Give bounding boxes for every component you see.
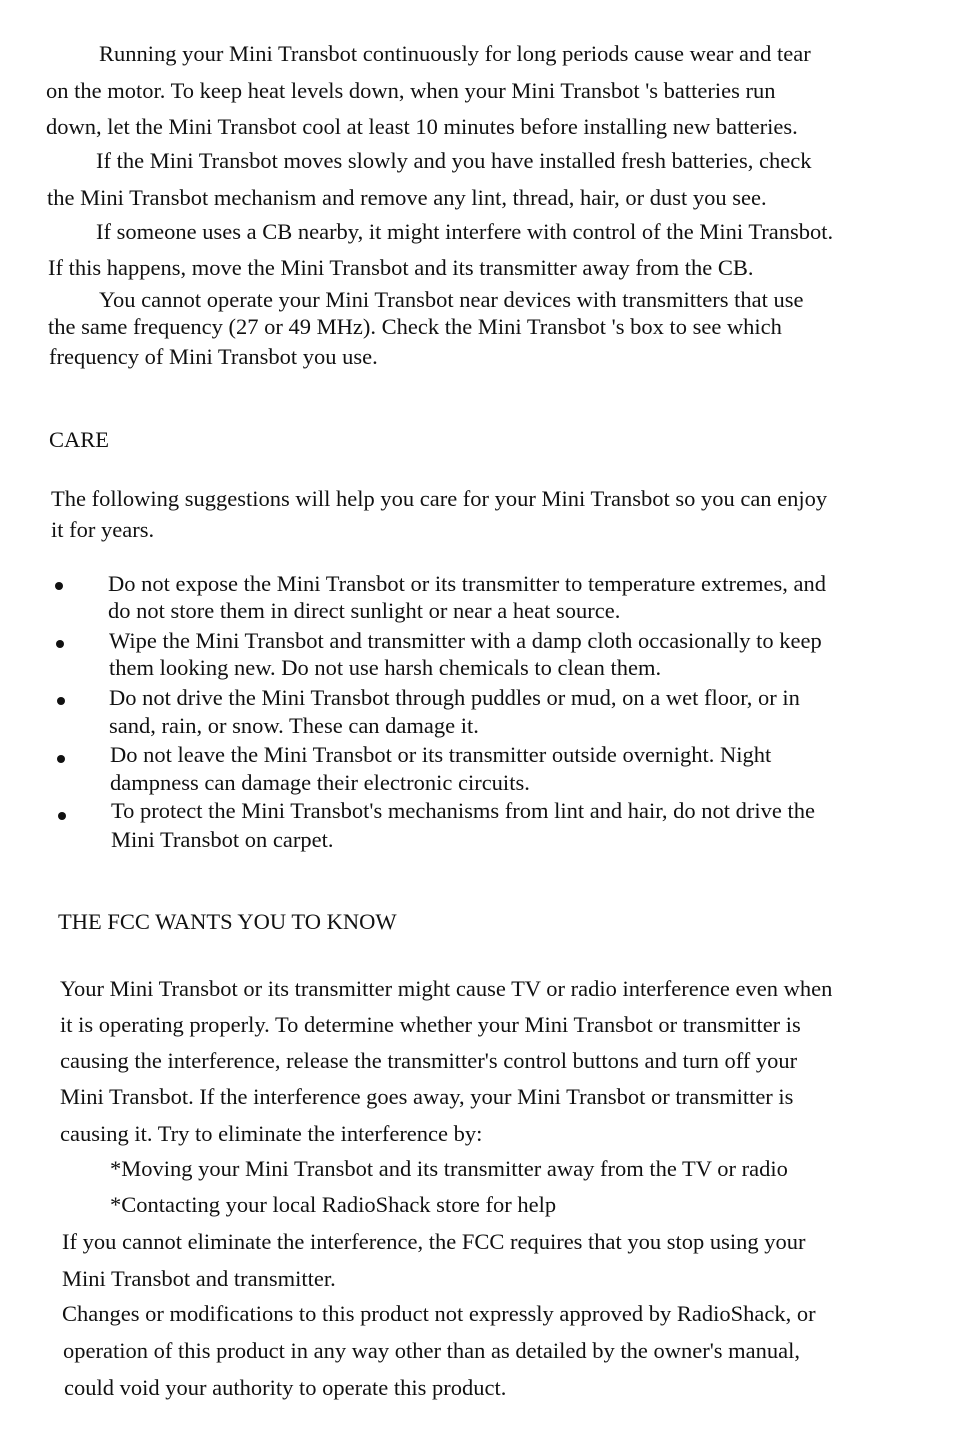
fcc-line: Changes or modifications to this product not expressly approved by RadioShack, or: [62, 1301, 816, 1326]
fcc-line: Mini Transbot and transmitter.: [62, 1266, 336, 1291]
bullet-text: Do not leave the Mini Transbot or its transmitter outside overnight. Night: [110, 742, 772, 767]
fcc-line: causing the interference, release the transmitter's control buttons and turn off your: [60, 1048, 798, 1073]
bullet-text: Do not expose the Mini Transbot or its transmitter to temperature extremes, and: [108, 571, 826, 596]
intro-line: down, let the Mini Transbot cool at least 10 minutes before installing new batteries.: [46, 114, 798, 139]
fcc-line: could void your authority to operate this product.: [64, 1375, 507, 1400]
care-intro-line: it for years.: [51, 517, 155, 542]
bullet-dot: [57, 697, 65, 705]
care-intro-line: The following suggestions will help you care for your Mini Transbot so you can enjoy: [51, 486, 828, 511]
intro-line: If someone uses a CB nearby, it might interfere with control of the Mini Transbot.: [96, 219, 834, 244]
fcc-line: it is operating properly. To determine whether your Mini Transbot or transmitter is: [60, 1012, 801, 1037]
fcc-line: causing it. Try to eliminate the interference by:: [60, 1121, 483, 1146]
bullet-text: them looking new. Do not use harsh chemicals to clean them.: [109, 655, 662, 680]
bullet-dot: [56, 640, 64, 648]
intro-line: frequency of Mini Transbot you use.: [49, 344, 378, 369]
intro-line: Running your Mini Transbot continuously for long periods cause wear and tear: [99, 41, 811, 66]
intro-line: on the motor. To keep heat levels down, when your Mini Transbot 's batteries run: [46, 78, 776, 103]
bullet-dot: [58, 812, 66, 820]
intro-line: You cannot operate your Mini Transbot near devices with transmitters that use: [99, 287, 804, 312]
fcc-line: If you cannot eliminate the interference, the FCC requires that you stop using your: [62, 1229, 806, 1254]
fcc-heading: THE FCC WANTS YOU TO KNOW: [58, 909, 397, 934]
bullet-text: Wipe the Mini Transbot and transmitter with a damp cloth occasionally to keep: [109, 628, 822, 653]
bullet-text: dampness can damage their electronic circuits.: [110, 770, 530, 795]
fcc-line: Your Mini Transbot or its transmitter might cause TV or radio interference even when: [60, 976, 833, 1001]
intro-line: If the Mini Transbot moves slowly and you have installed fresh batteries, check: [96, 148, 812, 173]
fcc-line: operation of this product in any way other than as detailed by the owner's manual,: [63, 1338, 800, 1363]
intro-line: the same frequency (27 or 49 MHz). Check the Mini Transbot 's box to see which: [48, 314, 782, 339]
care-heading: CARE: [49, 427, 110, 452]
bullet-dot: [57, 755, 65, 763]
bullet-text: Mini Transbot on carpet.: [111, 827, 334, 852]
intro-line: the Mini Transbot mechanism and remove any lint, thread, hair, or dust you see.: [47, 185, 767, 210]
bullet-text: sand, rain, or snow. These can damage it.: [109, 713, 479, 738]
bullet-text: Do not drive the Mini Transbot through puddles or mud, on a wet floor, or in: [109, 685, 800, 710]
intro-line: If this happens, move the Mini Transbot and its transmitter away from the CB.: [48, 255, 754, 280]
fcc-line: Mini Transbot. If the interference goes away, your Mini Transbot or transmitter is: [60, 1084, 794, 1109]
bullet-text: do not store them in direct sunlight or near a heat source.: [108, 598, 621, 623]
bullet-text: To protect the Mini Transbot's mechanisms from lint and hair, do not drive the: [111, 798, 815, 823]
fcc-remedy-line: *Contacting your local RadioShack store for help: [110, 1192, 557, 1217]
fcc-remedy-line: *Moving your Mini Transbot and its transmitter away from the TV or radio: [110, 1156, 788, 1181]
bullet-dot: [55, 582, 63, 590]
